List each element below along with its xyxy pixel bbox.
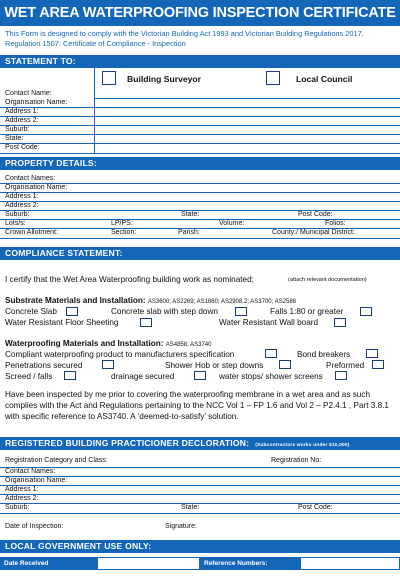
st-state-label: State:: [5, 135, 24, 142]
concrete-step-label: Concrete slab with step down: [111, 307, 218, 316]
date-received-field[interactable]: [97, 557, 200, 570]
wall-board-label: Water Resistant Wall board: [219, 318, 319, 327]
pd-address2-label: Address 2:: [5, 202, 39, 209]
pd-parish-label: Parish:: [178, 229, 200, 236]
bond-breakers-checkbox[interactable]: [366, 349, 378, 358]
statement-to-heading: STATEMENT TO:: [0, 55, 400, 68]
pd-state-label: State:: [181, 211, 200, 218]
rp-address2-label: Address 2:: [5, 495, 39, 502]
preformed-checkbox[interactable]: [372, 360, 384, 369]
intro-text: This Form is designed to comply with the Victorian Building Act 1993 and Victorian Building Regulations 2017. Regulation 1507: Certificate of Compliance - Inspection: [5, 29, 364, 48]
screed-label: Screed / falls: [5, 372, 53, 381]
certify-text: I certify that the Wet Area Waterproofing building work as nominated;: [5, 275, 254, 284]
local-council-checkbox[interactable]: [266, 71, 280, 85]
reg-no-label: Registration No:: [271, 457, 322, 464]
concrete-step-checkbox[interactable]: [235, 307, 247, 316]
bond-breakers-label: Bond breakers: [297, 350, 351, 359]
rp-address1-label: Address 1:: [5, 486, 39, 493]
compliance-paragraph: Have been inspected by me prior to covering the waterproofing membrane in a wet area and as such complies with the Act and Regulations pertaining to the NCC Vol 1 – FP 1.6 and Vol 2 – P2.4.1 , Part 3.8.1 with specific reference to AS3740. A ‘deemed-to-satisfy’ solution.: [5, 390, 389, 421]
falls-checkbox[interactable]: [360, 307, 372, 316]
rp-postcode-label: Post Code:: [298, 504, 333, 511]
rp-organisation-label: Organisation Name:: [5, 477, 68, 484]
pd-contact-names-label: Contact Names:: [5, 175, 56, 182]
pd-section-label: Section:: [111, 229, 137, 236]
pd-volume-label: Volume:: [219, 220, 245, 227]
water-stops-checkbox[interactable]: [335, 371, 347, 380]
certify-note: (attach relevant documentation): [288, 277, 367, 283]
local-council-label: Local Council: [296, 74, 353, 84]
st-contact-name-label: Contact Name:: [5, 90, 52, 97]
date-received-label: Date Received: [0, 557, 97, 570]
st-address1-label: Address 1:: [5, 108, 39, 115]
st-address2-label: Address 2:: [5, 117, 39, 124]
reg-category-label: Registration Category and Class:: [5, 457, 108, 464]
substrate-standards: AS3600; AS2269; AS1860; AS2908.2; AS3700; AS2588: [147, 299, 297, 305]
practitioner-heading: REGISTERED BUILDING PRACTICIONER DECLORATION: (Subcontractors works under $10,000): [0, 437, 400, 450]
inspection-date-label: Date of Inspection:: [5, 523, 64, 530]
shower-hob-checkbox[interactable]: [279, 360, 291, 369]
pd-lots-label: Lots/s:: [5, 220, 26, 227]
building-surveyor-checkbox[interactable]: [102, 71, 116, 85]
building-surveyor-label: Building Surveyor: [127, 74, 202, 84]
rp-state-label: State:: [181, 504, 200, 511]
wall-board-checkbox[interactable]: [334, 318, 346, 327]
concrete-slab-label: Concrete Slab: [5, 307, 57, 316]
st-organisation-label: Organisation Name:: [5, 99, 68, 106]
compliant-product-checkbox[interactable]: [265, 349, 277, 358]
practitioner-heading-note: (Subcontractors works under $10,000): [255, 443, 350, 448]
pd-address1-label: Address 1:: [5, 193, 39, 200]
floor-sheeting-checkbox[interactable]: [140, 318, 152, 327]
pd-folios-label: Folios:: [325, 220, 346, 227]
st-suburb-label: Suburb:: [5, 126, 30, 133]
floor-sheeting-label: Water Resistant Floor Sheeting: [5, 318, 119, 327]
pd-county-label: County:/ Municipal District:: [272, 229, 355, 236]
compliance-heading: COMPLIANCE STATEMENT:: [0, 247, 400, 260]
falls-label: Falls 1:80 or greater: [270, 307, 344, 316]
signature-label: Signature:: [165, 523, 197, 530]
document-title: WET AREA WATERPROOFING INSPECTION CERTIFICATE: [0, 0, 400, 26]
waterproofing-standards: AS4858; AS3740: [165, 342, 212, 348]
preformed-label: Preformed: [326, 361, 365, 370]
reference-numbers-field[interactable]: [300, 557, 400, 570]
local-gov-heading: LOCAL GOVERNMENT USE ONLY:: [0, 540, 400, 553]
concrete-slab-checkbox[interactable]: [66, 307, 78, 316]
waterproofing-heading: Waterproofing Materials and Installation: AS4858; AS3740: [5, 339, 212, 348]
rp-contact-names-label: Contact Names:: [5, 468, 56, 475]
pd-crown-label: Crown Allotment:: [5, 229, 58, 236]
reference-numbers-label: Reference Numbers:: [200, 557, 300, 570]
penetrations-label: Penetrations secured: [5, 361, 83, 370]
drainage-label: drainage secured: [111, 372, 175, 381]
pd-postcode-label: Post Code:: [298, 211, 333, 218]
compliant-product-label: Compliant waterproofing product to manufacturers specification: [5, 350, 235, 359]
pd-lpps-label: LP/PS:: [111, 220, 133, 227]
substrate-heading: Substrate Materials and Installation: AS3600; AS2269; AS1860; AS2908.2; AS3700; AS2588: [5, 296, 297, 305]
drainage-checkbox[interactable]: [194, 371, 206, 380]
rp-suburb-label: Suburb:: [5, 504, 30, 511]
pd-suburb-label: Suburb:: [5, 211, 30, 218]
screed-checkbox[interactable]: [64, 371, 76, 380]
penetrations-checkbox[interactable]: [102, 360, 114, 369]
pd-organisation-label: Organisation Name:: [5, 184, 68, 191]
property-details-heading: PROPERTY DETAILS:: [0, 157, 400, 170]
st-postcode-label: Post Code:: [5, 144, 40, 151]
water-stops-label: water stops/ shower screens: [219, 372, 323, 381]
shower-hob-label: Shower Hob or step downs: [165, 361, 264, 370]
